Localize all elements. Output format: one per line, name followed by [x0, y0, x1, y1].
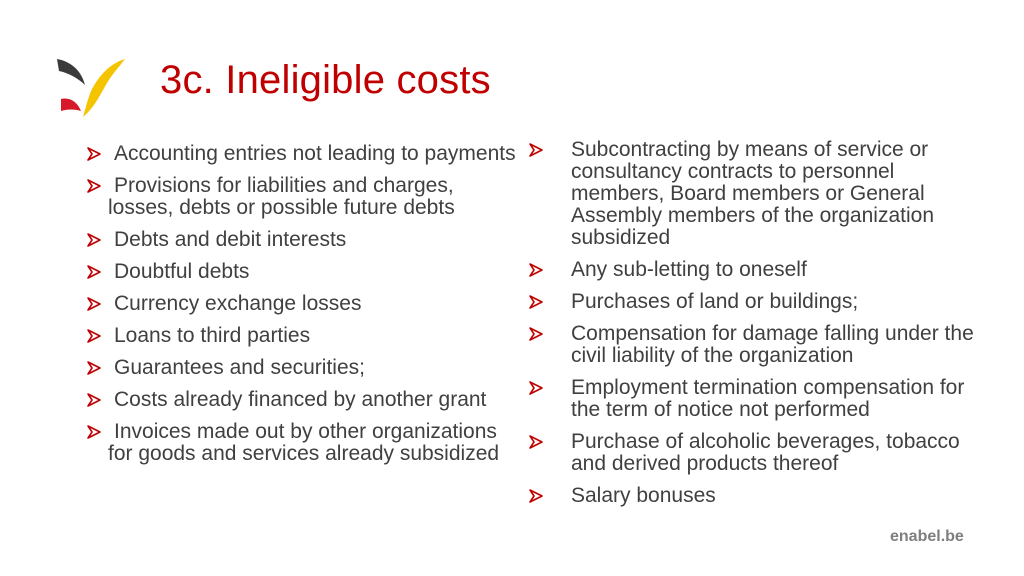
list-item: [528, 431, 988, 475]
list-item: [86, 143, 516, 165]
list-item-text: Employment termination compensation for the term of notice not performed: [571, 376, 965, 421]
enabel-logo-icon: [55, 55, 127, 119]
slide-title: 3c. Ineligible costs: [160, 58, 491, 102]
list-item-text: Loans to third parties: [114, 324, 311, 347]
list-item: [528, 485, 988, 507]
arrow-bullet-icon: [86, 232, 102, 248]
list-item-text: Guarantees and securities;: [114, 356, 365, 379]
arrow-bullet-icon: [528, 262, 544, 278]
list-item: [528, 323, 988, 367]
list-item: [86, 175, 516, 219]
arrow-bullet-icon: [86, 424, 102, 440]
brand-footer: enabel.be: [890, 528, 964, 545]
list-item-text: Currency exchange losses: [114, 292, 362, 315]
right-bullet-list: [528, 139, 988, 517]
arrow-bullet-icon: [86, 296, 102, 312]
list-item-text: Purchases of land or buildings;: [571, 290, 859, 313]
list-item-text: Debts and debit interests: [114, 228, 347, 251]
arrow-bullet-icon: [86, 328, 102, 344]
list-item-text: Doubtful debts: [114, 260, 250, 283]
list-item-text: Accounting entries not leading to payments: [114, 142, 516, 165]
list-item: [528, 259, 988, 281]
arrow-bullet-icon: [86, 392, 102, 408]
list-item: [86, 389, 516, 411]
arrow-bullet-icon: [86, 360, 102, 376]
list-item-text: Invoices made out by other organizations for goods and services already subsidized: [108, 420, 500, 465]
list-item-text: Any sub-letting to oneself: [571, 258, 807, 281]
list-item: [86, 293, 516, 315]
arrow-bullet-icon: [528, 434, 544, 450]
list-item-text: Subcontracting by means of service or consultancy contracts to personnel members, Board members or General Assembly members of the organization subsidized: [571, 138, 934, 249]
arrow-bullet-icon: [86, 178, 102, 194]
arrow-bullet-icon: [86, 264, 102, 280]
left-bullet-list: [86, 143, 516, 475]
list-item-text: Purchase of alcoholic beverages, tobacco and derived products thereof: [571, 430, 960, 475]
list-item: [528, 291, 988, 313]
list-item: [528, 377, 988, 421]
list-item: [86, 229, 516, 251]
arrow-bullet-icon: [528, 142, 544, 158]
list-item: [528, 139, 988, 249]
arrow-bullet-icon: [528, 380, 544, 396]
list-item: [86, 357, 516, 379]
list-item-text: Compensation for damage falling under the civil liability of the organization: [571, 322, 974, 367]
list-item: [86, 261, 516, 283]
arrow-bullet-icon: [528, 488, 544, 504]
list-item-text: Provisions for liabilities and charges, losses, debts or possible future debts: [108, 174, 455, 219]
list-item: [86, 325, 516, 347]
arrow-bullet-icon: [86, 146, 102, 162]
list-item-text: Costs already financed by another grant: [114, 388, 487, 411]
arrow-bullet-icon: [528, 326, 544, 342]
list-item-text: Salary bonuses: [571, 484, 716, 507]
list-item: [86, 421, 516, 465]
arrow-bullet-icon: [528, 294, 544, 310]
